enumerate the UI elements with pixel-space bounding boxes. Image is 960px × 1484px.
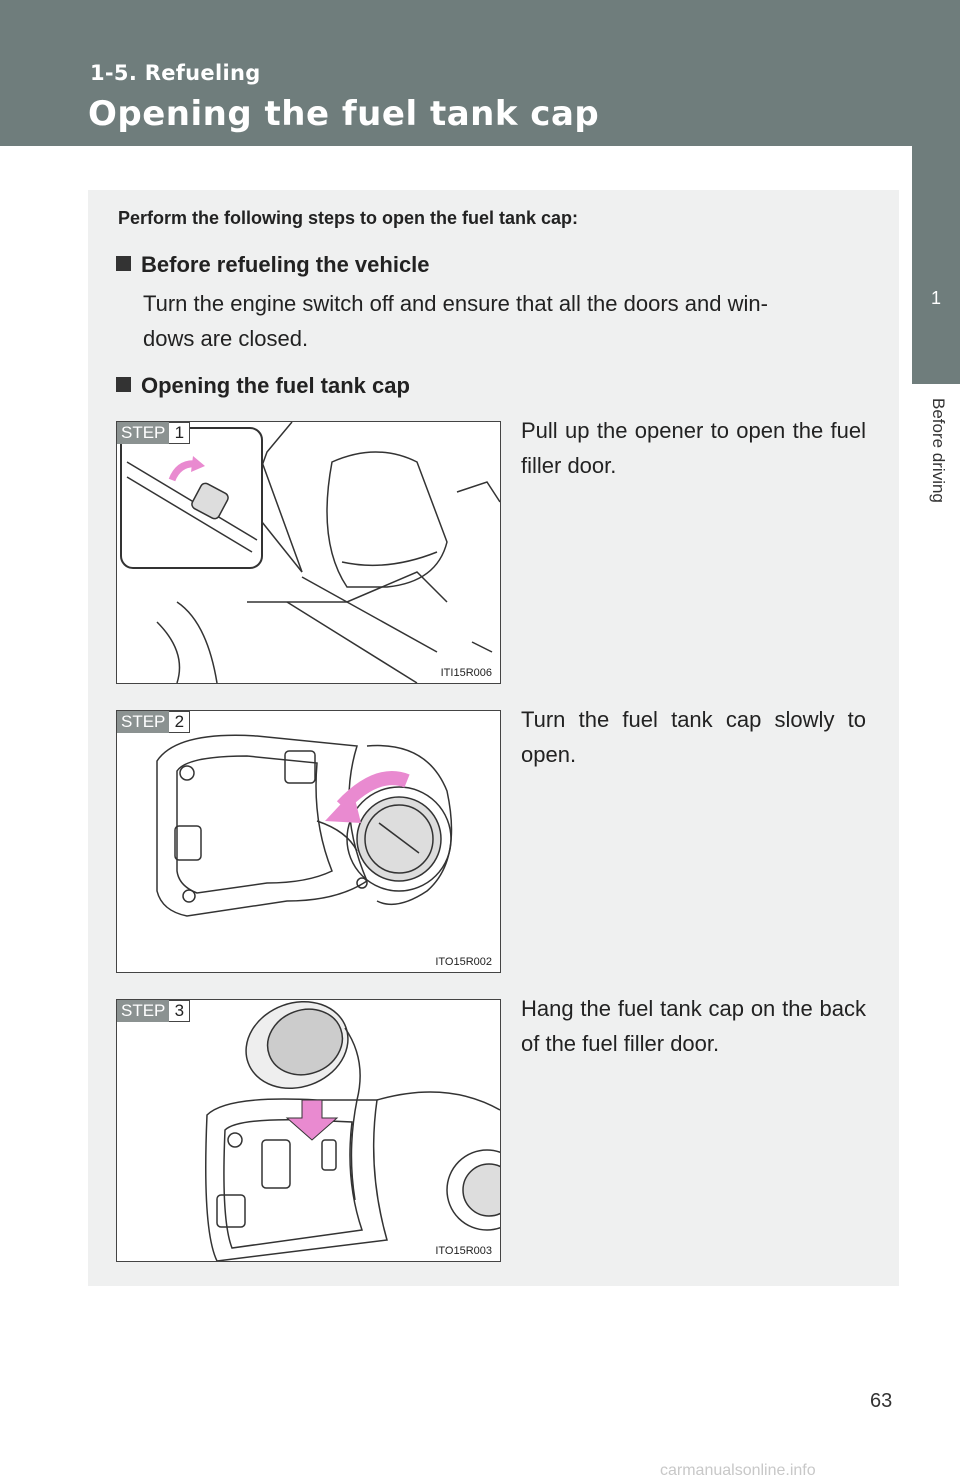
step-1-text: Pull up the opener to open the fuel filler door. bbox=[521, 418, 866, 478]
step-badge-word: STEP bbox=[117, 422, 169, 444]
chapter-name: Before driving bbox=[929, 398, 948, 503]
figure-step-2 bbox=[116, 710, 501, 973]
step-badge-number: 3 bbox=[169, 1000, 190, 1022]
body-line-2: dows are closed. bbox=[143, 326, 309, 351]
section-heading-opening-cap bbox=[116, 373, 410, 399]
figure-code: ITO15R002 bbox=[435, 956, 492, 968]
fuel-cap-turn-illustration bbox=[117, 711, 500, 972]
step-badge bbox=[117, 1000, 190, 1022]
step-badge-number: 2 bbox=[169, 711, 190, 733]
figure-step-1 bbox=[116, 421, 501, 684]
figure-code: ITO15R003 bbox=[435, 1245, 492, 1257]
step-badge-word: STEP bbox=[117, 1000, 169, 1022]
figure-code: ITI15R006 bbox=[440, 667, 492, 679]
heading-text: Opening the fuel tank cap bbox=[141, 373, 410, 398]
section-label: 1-5. Refueling bbox=[90, 61, 261, 85]
page-title: Opening the fuel tank cap bbox=[88, 94, 600, 134]
hang-cap-illustration bbox=[117, 1000, 500, 1261]
page-header bbox=[0, 0, 960, 146]
fuel-opener-illustration bbox=[117, 422, 500, 683]
square-bullet-icon bbox=[116, 377, 131, 392]
step-badge bbox=[117, 711, 190, 733]
section-heading-before-refueling bbox=[116, 252, 430, 278]
chapter-number: 1 bbox=[930, 288, 941, 308]
body-line-1: Turn the engine switch off and ensure that all the doors and win- bbox=[143, 291, 768, 316]
step-3-text: Hang the fuel tank cap on the back of the fuel filler door. bbox=[521, 996, 866, 1056]
intro-text: Perform the following steps to open the fuel tank cap: bbox=[118, 208, 579, 228]
chapter-side-label bbox=[912, 384, 960, 584]
chapter-tab bbox=[912, 146, 960, 384]
figure-step-3 bbox=[116, 999, 501, 1262]
content-panel bbox=[88, 190, 899, 1286]
step-badge-word: STEP bbox=[117, 711, 169, 733]
step-badge-number: 1 bbox=[169, 422, 190, 444]
page-number: 63 bbox=[870, 1390, 893, 1412]
step-badge bbox=[117, 422, 190, 444]
square-bullet-icon bbox=[116, 256, 131, 271]
watermark: carmanualsonline.info bbox=[660, 1462, 816, 1479]
step-2-text: Turn the fuel tank cap slowly to open. bbox=[521, 707, 866, 767]
heading-text: Before refueling the vehicle bbox=[141, 252, 430, 277]
